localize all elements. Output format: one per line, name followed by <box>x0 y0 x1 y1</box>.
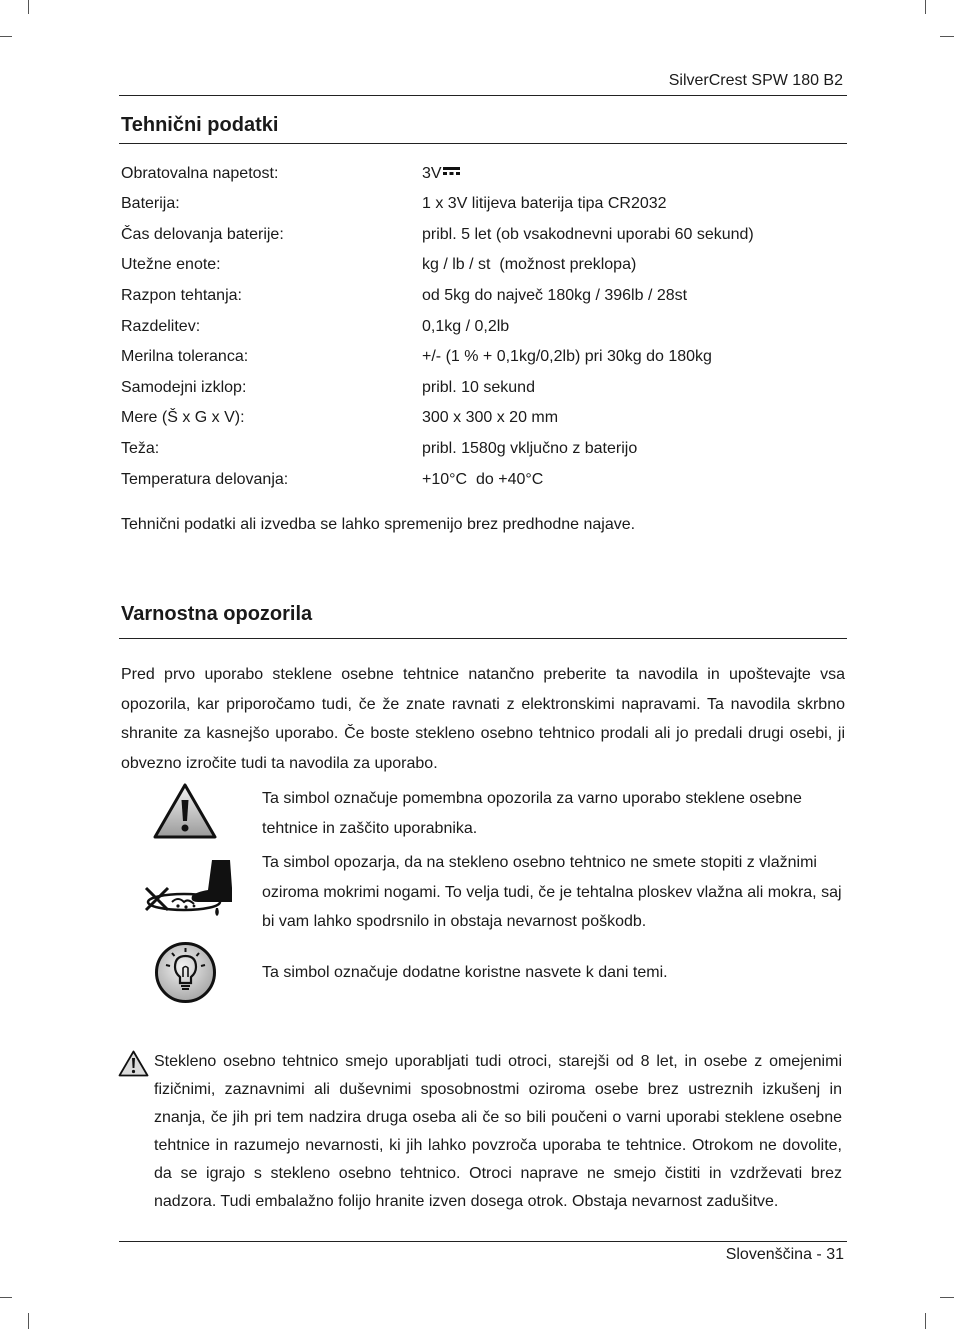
spec-value: 0,1kg / 0,2lb <box>422 318 510 335</box>
spec-value: +10°C do +40°C <box>422 471 544 488</box>
section-title-technical-data: Tehnični podatki <box>121 114 279 136</box>
spec-value: od 5kg do največ 180kg / 396lb / 28st <box>422 287 688 304</box>
crop-mark <box>925 0 926 14</box>
spec-label: Baterija: <box>121 195 180 212</box>
crop-mark <box>0 36 12 37</box>
page-number: Slovenščina - 31 <box>725 1246 844 1263</box>
children-warning-text: Stekleno osebno tehtnico smejo uporabljati tudi otroci, starejši od 8 let, in osebe z omejenimi fizičnimi, zaznavnimi ali duševnimi sposobnostmi oziroma osebe brez ustreznih izkušenj in znanja, če jih pri tem nadzira druga oseba ali če so bili poučeni o varni uporabi steklene osebne tehtnice in razumejo nevarnosti, ki jih lahko povzroča uporaba te tehtnice. Otrokom ne dovolite, da se igrajo s stekleno osebno tehtnico. Otroci naprave ne smejo čistiti in vzdrževati brez nadzora. Tudi embalažno folijo hranite izven dosega otrok. Obstaja nevarnost zadušitve. <box>154 1053 842 1210</box>
spec-row <box>121 165 821 189</box>
lightbulb-tip-icon <box>154 941 217 1004</box>
spec-row <box>121 471 821 495</box>
section-title-safety: Varnostna opozorila <box>121 603 313 625</box>
section-rule <box>119 638 847 639</box>
crop-mark <box>28 0 29 14</box>
spec-row <box>121 440 821 464</box>
spec-row <box>121 195 821 219</box>
header-model: SilverCrest SPW 180 B2 <box>668 72 843 89</box>
spec-row <box>121 287 821 311</box>
spec-label: Čas delovanja baterije: <box>121 226 284 243</box>
spec-label: Mere (Š x G x V): <box>121 409 245 426</box>
spec-label: Obratovalna napetost: <box>121 165 279 182</box>
spec-label: Temperatura delovanja: <box>121 471 289 488</box>
warning-triangle-icon <box>153 783 217 839</box>
section-rule <box>119 143 847 144</box>
spec-label: Razdelitev: <box>121 318 201 335</box>
wet-foot-slip-icon <box>142 858 234 920</box>
crop-mark <box>940 36 954 37</box>
symbol-wet-feet-text: Ta simbol opozarja, da na stekleno osebno tehtnico ne smete stopiti z vlažnimi oziroma mokrimi nogami. To velja tudi, če je tehtalna ploskev vlažna ali mokra, saj bi vam lahko spodrsnilo in obstaja nevarnost poškodb. <box>262 854 842 930</box>
crop-mark <box>925 1313 926 1329</box>
header-rule <box>119 95 847 96</box>
spec-value: 1 x 3V litijeva baterija tipa CR2032 <box>422 195 667 212</box>
spec-note: Tehnični podatki ali izvedba se lahko spremenijo brez predhodne najave. <box>121 516 636 533</box>
small-warning-triangle-icon <box>118 1050 149 1077</box>
spec-value: pribl. 10 sekund <box>422 379 535 396</box>
spec-value: pribl. 5 let (ob vsakodnevni uporabi 60 sekund) <box>422 226 754 243</box>
spec-value: +/- (1 % + 0,1kg/0,2lb) pri 30kg do 180kg <box>422 348 712 365</box>
spec-value: 300 x 300 x 20 mm <box>422 409 559 426</box>
spec-row <box>121 348 821 372</box>
spec-value: pribl. 1580g vključno z baterijo <box>422 440 638 457</box>
safety-intro: Pred prvo uporabo steklene osebne tehtnice natančno preberite ta navodila in upoštevajte vsa opozorila, kar priporočamo tudi, če že znate ravnati z elektronskimi napravami. Ta navodila skrbno shranite za kasnejšo uporabo. Če boste stekleno osebno tehtnico prodali ali jo predali drugi osebi, ji obvezno izročite tudi ta navodila za uporabo. <box>121 666 845 772</box>
spec-row <box>121 409 821 433</box>
crop-mark <box>0 1297 12 1298</box>
spec-row <box>121 318 821 342</box>
spec-label: Samodejni izklop: <box>121 379 247 396</box>
spec-value-text: 3V <box>422 165 442 182</box>
spec-row <box>121 379 821 403</box>
spec-label: Teža: <box>121 440 160 457</box>
symbol-warning-text: Ta simbol označuje pomembna opozorila za varno uporabo steklene osebne tehtnice in zaščito uporabnika. <box>262 790 802 837</box>
spec-label: Utežne enote: <box>121 256 221 273</box>
spec-value <box>422 165 460 183</box>
crop-mark <box>940 1297 954 1298</box>
crop-mark <box>28 1313 29 1329</box>
symbol-tip-text: Ta simbol označuje dodatne koristne nasvete k dani temi. <box>262 964 668 981</box>
spec-label: Merilna toleranca: <box>121 348 249 365</box>
spec-label: Razpon tehtanja: <box>121 287 242 304</box>
footer-rule <box>119 1241 847 1242</box>
spec-row <box>121 226 821 250</box>
dc-current-icon <box>443 166 460 176</box>
spec-row <box>121 256 821 280</box>
spec-value: kg / lb / st (možnost preklopa) <box>422 256 637 273</box>
